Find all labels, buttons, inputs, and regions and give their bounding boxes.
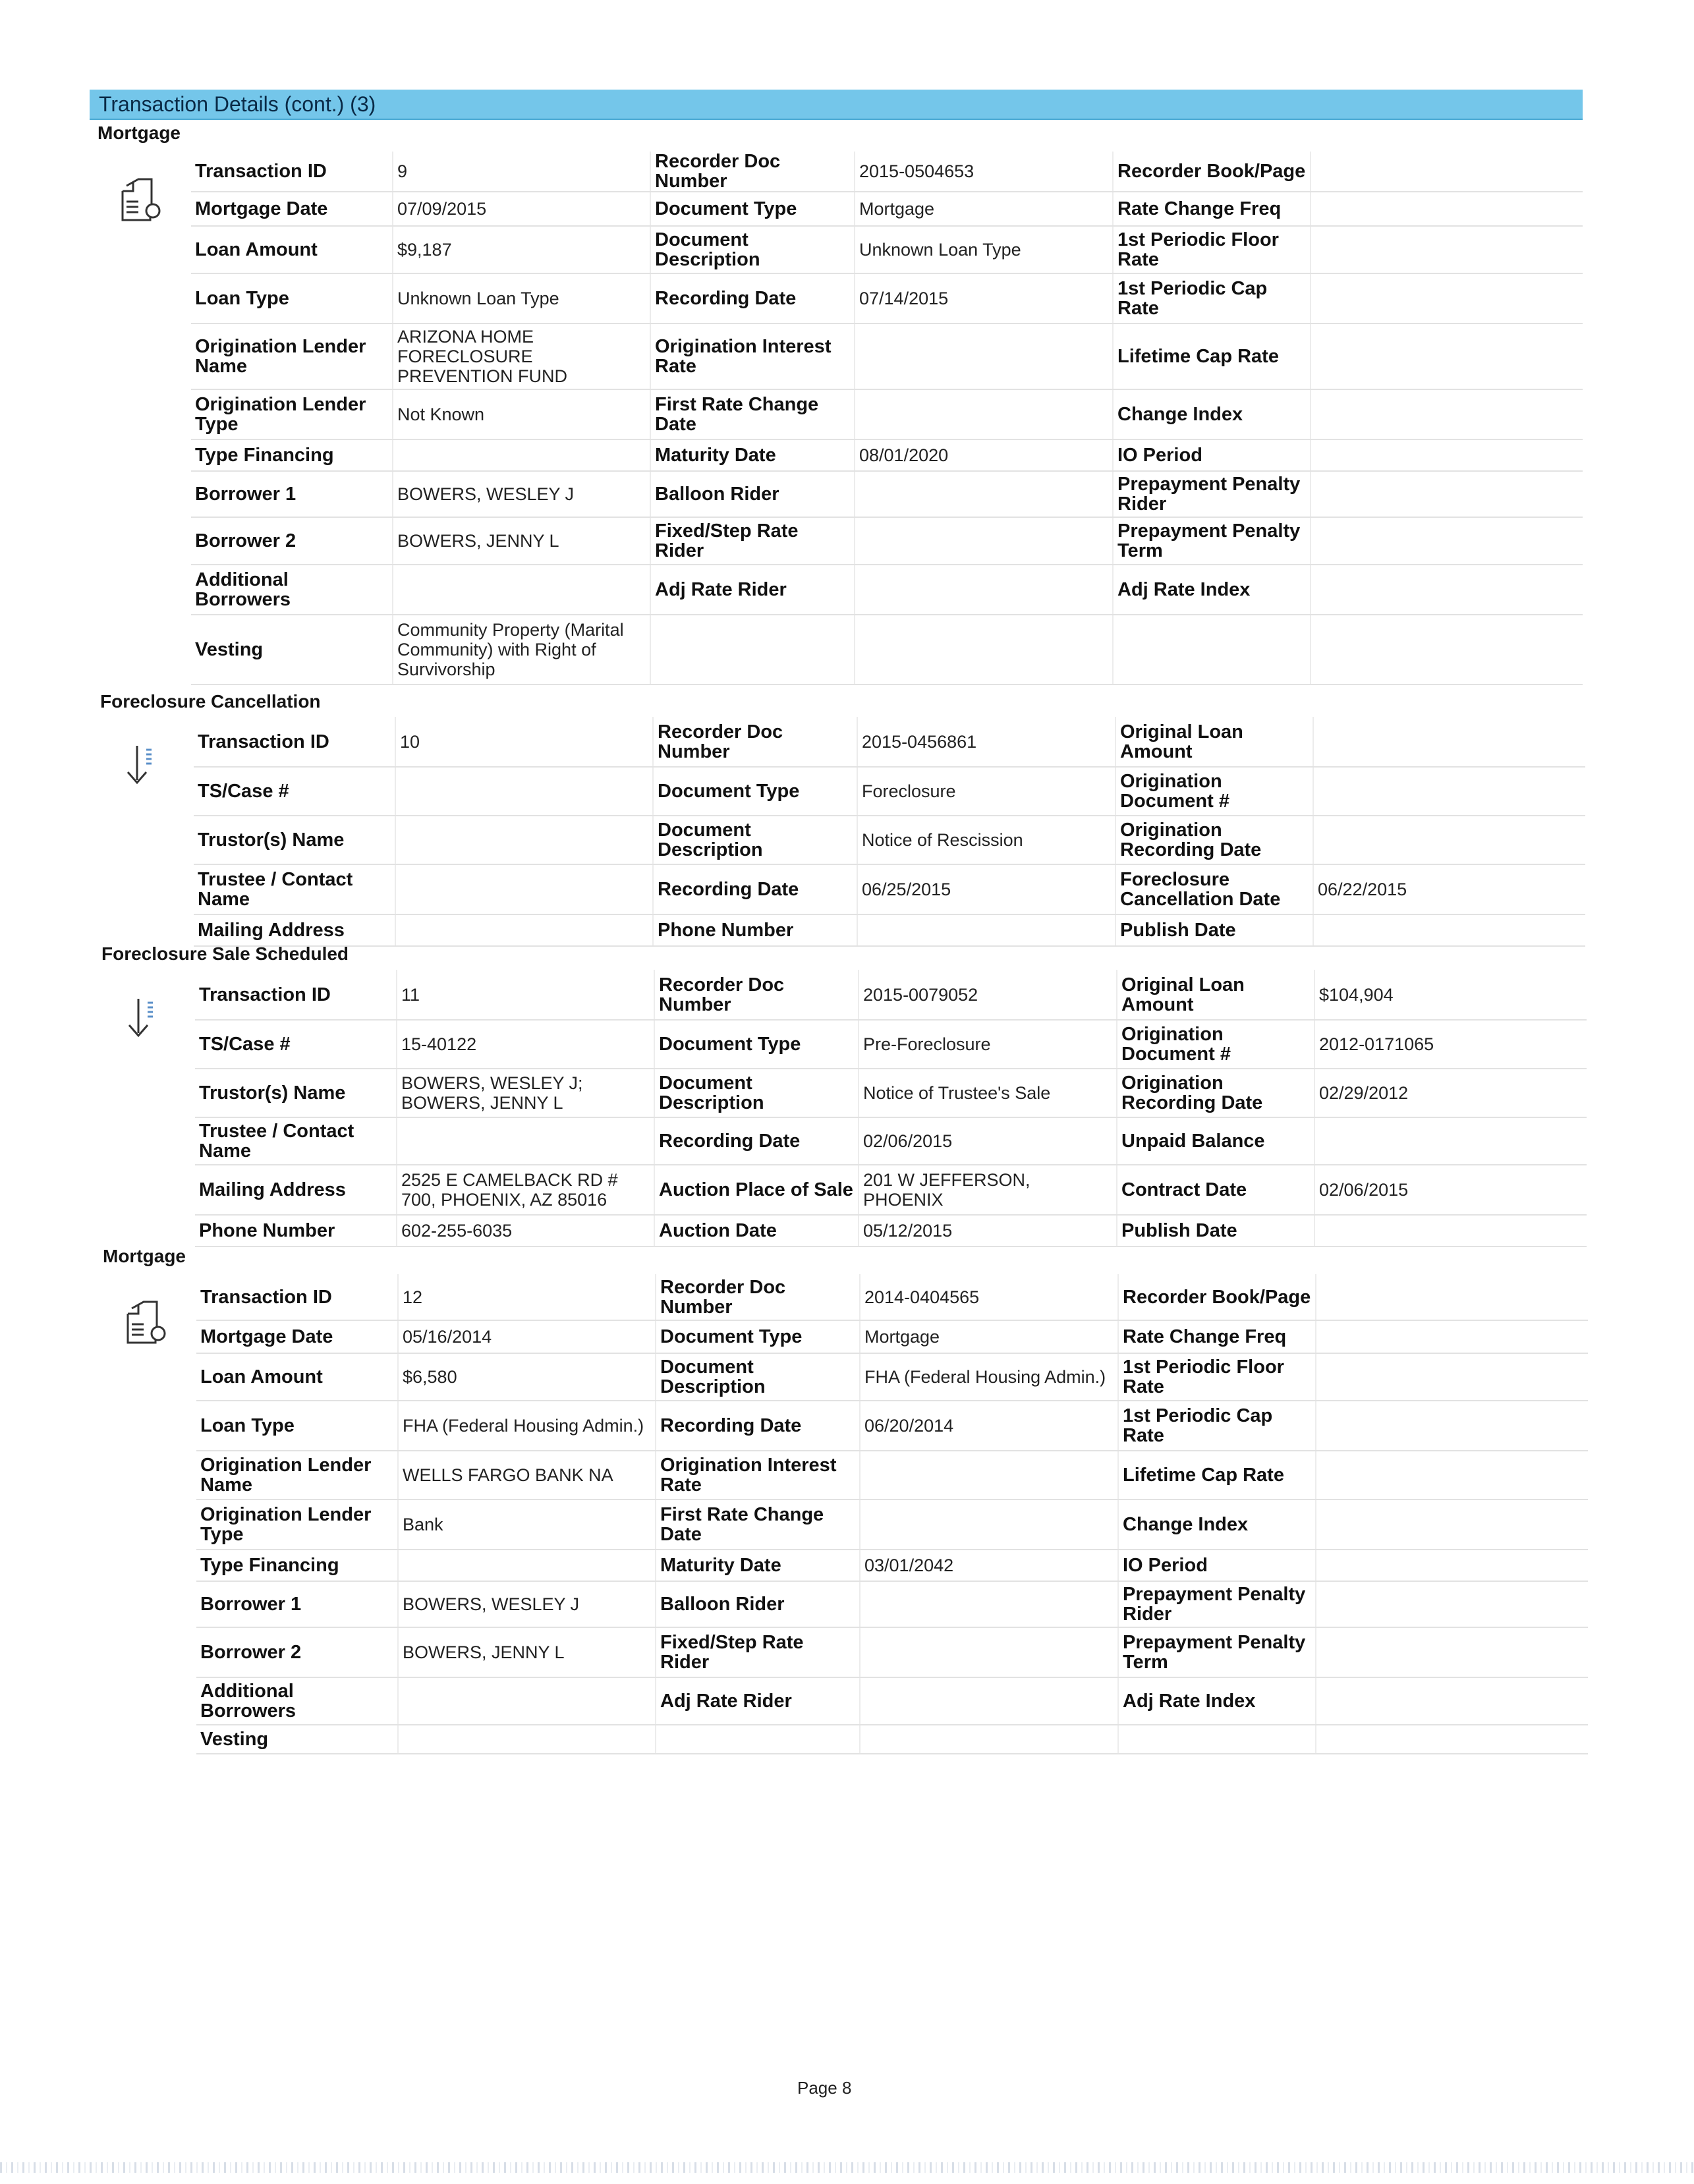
field-value: BOWERS, WESLEY J — [398, 1581, 656, 1627]
field-value — [855, 389, 1113, 439]
field-label: Recording Date — [650, 273, 855, 323]
field-value — [1313, 767, 1585, 816]
field-value — [855, 323, 1113, 389]
field-value — [1313, 914, 1585, 946]
field-label: Recorder Doc Number — [653, 717, 857, 767]
field-value: FHA (Federal Housing Admin.) — [398, 1401, 656, 1451]
field-label: Auction Place of Sale — [654, 1165, 859, 1215]
field-value: BOWERS, WESLEY J — [393, 471, 650, 517]
field-label: 1st Periodic Cap Rate — [1113, 273, 1311, 323]
field-value — [1311, 389, 1583, 439]
field-value — [860, 1725, 1118, 1754]
field-value — [860, 1499, 1118, 1550]
field-value — [860, 1677, 1118, 1725]
field-value — [395, 816, 653, 864]
field-label: Loan Type — [191, 273, 393, 323]
field-label: Maturity Date — [650, 439, 855, 471]
field-value — [1313, 717, 1585, 767]
mortgage-details-table-2 — [196, 1274, 1588, 1754]
field-label: Loan Amount — [196, 1353, 398, 1401]
field-label: Additional Borrowers — [196, 1677, 398, 1725]
field-label: Borrower 2 — [196, 1627, 398, 1677]
field-value — [1311, 471, 1583, 517]
field-value — [1314, 1215, 1587, 1246]
field-label: Loan Type — [196, 1401, 398, 1451]
field-label: Phone Number — [653, 914, 857, 946]
field-label: Document Type — [654, 1020, 859, 1069]
field-label: Origination Lender Type — [191, 389, 393, 439]
field-value — [1316, 1499, 1588, 1550]
field-label: Document Type — [650, 192, 855, 226]
field-value — [1316, 1677, 1588, 1725]
field-label: Mortgage Date — [191, 192, 393, 226]
field-label: Adj Rate Index — [1118, 1677, 1316, 1725]
field-value: Mortgage — [860, 1320, 1118, 1353]
field-value — [855, 517, 1113, 565]
field-value: Not Known — [393, 389, 650, 439]
field-value: 06/25/2015 — [857, 864, 1115, 914]
field-value — [855, 565, 1113, 615]
field-value: ARIZONA HOME FORECLOSURE PREVENTION FUND — [393, 323, 650, 389]
field-label: Trustee / Contact Name — [194, 864, 395, 914]
field-value: 201 W JEFFERSON, PHOENIX — [859, 1165, 1117, 1215]
field-value — [395, 914, 653, 946]
field-label: Origination Document # — [1117, 1020, 1314, 1069]
field-value — [1316, 1725, 1588, 1754]
section-label-mortgage: Mortgage — [98, 123, 181, 143]
field-value — [393, 565, 650, 615]
field-value: 02/06/2015 — [859, 1117, 1117, 1165]
field-value — [1311, 565, 1583, 615]
field-label: TS/Case # — [194, 767, 395, 816]
section-header-banner — [90, 90, 1583, 120]
mortgage-document-icon — [124, 1299, 167, 1345]
foreclosure-sale-table — [195, 970, 1587, 1247]
field-label: 1st Periodic Cap Rate — [1118, 1401, 1316, 1451]
field-label: Lifetime Cap Rate — [1113, 323, 1311, 389]
field-label: Document Description — [654, 1069, 859, 1117]
field-label: Trustee / Contact Name — [195, 1117, 397, 1165]
field-label: Prepayment Penalty Rider — [1118, 1581, 1316, 1627]
field-label — [650, 615, 855, 685]
field-value: Pre-Foreclosure — [859, 1020, 1117, 1069]
field-value: 2012-0171065 — [1314, 1020, 1587, 1069]
field-label: Loan Amount — [191, 226, 393, 273]
field-label: Prepayment Penalty Term — [1118, 1627, 1316, 1677]
section-label-mortgage: Mortgage — [103, 1246, 186, 1266]
field-value — [1316, 1550, 1588, 1581]
field-label: Origination Lender Name — [191, 323, 393, 389]
field-value: 2015-0079052 — [859, 970, 1117, 1020]
field-label: Recording Date — [653, 864, 857, 914]
field-label: 1st Periodic Floor Rate — [1118, 1353, 1316, 1401]
field-label: Trustor(s) Name — [194, 816, 395, 864]
field-value: 07/09/2015 — [393, 192, 650, 226]
field-label: Maturity Date — [656, 1550, 860, 1581]
field-label: Origination Document # — [1115, 767, 1313, 816]
field-value — [397, 1117, 654, 1165]
field-value — [1316, 1320, 1588, 1353]
field-value — [1314, 1117, 1587, 1165]
field-label: Lifetime Cap Rate — [1118, 1451, 1316, 1499]
field-value: BOWERS, WESLEY J; BOWERS, JENNY L — [397, 1069, 654, 1117]
field-label: Type Financing — [196, 1550, 398, 1581]
mortgage-details-table-1 — [191, 152, 1583, 685]
field-label: Publish Date — [1115, 914, 1313, 946]
field-label: Vesting — [191, 615, 393, 685]
field-value: WELLS FARGO BANK NA — [398, 1451, 656, 1499]
field-label: Type Financing — [191, 439, 393, 471]
field-label: Mailing Address — [195, 1165, 397, 1215]
field-value — [1311, 152, 1583, 192]
field-label: First Rate Change Date — [650, 389, 855, 439]
field-label: Transaction ID — [196, 1274, 398, 1320]
field-label: Document Description — [656, 1353, 860, 1401]
field-label: Origination Recording Date — [1115, 816, 1313, 864]
field-value — [1311, 323, 1583, 389]
section-header-title: Transaction Details (cont.) (3) — [99, 92, 376, 116]
foreclosure-cancellation-table — [194, 717, 1585, 947]
field-value — [398, 1677, 656, 1725]
field-value — [398, 1550, 656, 1581]
field-value — [398, 1725, 656, 1754]
field-value: BOWERS, JENNY L — [393, 517, 650, 565]
field-value — [395, 767, 653, 816]
field-label: Adj Rate Rider — [656, 1677, 860, 1725]
field-value — [855, 615, 1113, 685]
field-label: Original Loan Amount — [1117, 970, 1314, 1020]
field-label: Mortgage Date — [196, 1320, 398, 1353]
field-value — [393, 439, 650, 471]
field-label: Original Loan Amount — [1115, 717, 1313, 767]
field-value: 06/20/2014 — [860, 1401, 1118, 1451]
field-value: 2015-0456861 — [857, 717, 1115, 767]
field-label: Document Type — [653, 767, 857, 816]
field-value: Mortgage — [855, 192, 1113, 226]
field-label: Borrower 1 — [191, 471, 393, 517]
field-value — [1311, 439, 1583, 471]
field-label: Recording Date — [654, 1117, 859, 1165]
field-value — [1311, 615, 1583, 685]
field-label: IO Period — [1118, 1550, 1316, 1581]
field-label: Borrower 2 — [191, 517, 393, 565]
field-value: 03/01/2042 — [860, 1550, 1118, 1581]
field-label: Origination Interest Rate — [656, 1451, 860, 1499]
field-label: Trustor(s) Name — [195, 1069, 397, 1117]
field-label: Mailing Address — [194, 914, 395, 946]
field-label: Recorder Doc Number — [654, 970, 859, 1020]
page-number: Page 8 — [797, 2078, 852, 2098]
field-label: Document Description — [650, 226, 855, 273]
field-label: Recorder Book/Page — [1113, 152, 1311, 192]
field-label: Origination Recording Date — [1117, 1069, 1314, 1117]
section-label-foreclosure-sale-scheduled: Foreclosure Sale Scheduled — [101, 943, 349, 964]
field-label: Publish Date — [1117, 1215, 1314, 1246]
field-value: FHA (Federal Housing Admin.) — [860, 1353, 1118, 1401]
field-label: Fixed/Step Rate Rider — [650, 517, 855, 565]
field-value: $9,187 — [393, 226, 650, 273]
field-label: Additional Borrowers — [191, 565, 393, 615]
field-value: Unknown Loan Type — [393, 273, 650, 323]
field-value: Notice of Trustee's Sale — [859, 1069, 1117, 1117]
field-label: IO Period — [1113, 439, 1311, 471]
field-label: First Rate Change Date — [656, 1499, 860, 1550]
field-label: Recorder Book/Page — [1118, 1274, 1316, 1320]
field-value — [1316, 1353, 1588, 1401]
field-value — [1311, 226, 1583, 273]
field-label: Unpaid Balance — [1117, 1117, 1314, 1165]
field-label: Change Index — [1118, 1499, 1316, 1550]
field-value: Foreclosure — [857, 767, 1115, 816]
field-label: Transaction ID — [191, 152, 393, 192]
field-value — [855, 471, 1113, 517]
section-label-foreclosure-cancellation: Foreclosure Cancellation — [100, 691, 321, 712]
field-value — [1311, 192, 1583, 226]
field-label: Adj Rate Index — [1113, 565, 1311, 615]
field-value: 15-40122 — [397, 1020, 654, 1069]
field-value: 05/16/2014 — [398, 1320, 656, 1353]
field-value: 11 — [397, 970, 654, 1020]
field-label: 1st Periodic Floor Rate — [1113, 226, 1311, 273]
field-value: 9 — [393, 152, 650, 192]
mortgage-document-icon — [119, 177, 162, 223]
field-value: 05/12/2015 — [859, 1215, 1117, 1246]
field-label: Change Index — [1113, 389, 1311, 439]
field-value — [1316, 1581, 1588, 1627]
field-value: Unknown Loan Type — [855, 226, 1113, 273]
field-label: Balloon Rider — [656, 1581, 860, 1627]
field-value: 08/01/2020 — [855, 439, 1113, 471]
field-label: Vesting — [196, 1725, 398, 1754]
field-label: Rate Change Freq — [1113, 192, 1311, 226]
field-value: Bank — [398, 1499, 656, 1550]
field-label: Origination Interest Rate — [650, 323, 855, 389]
foreclosure-arrow-icon — [127, 996, 161, 1040]
field-value — [1311, 273, 1583, 323]
field-value: 02/29/2012 — [1314, 1069, 1587, 1117]
field-label: Adj Rate Rider — [650, 565, 855, 615]
field-value: $6,580 — [398, 1353, 656, 1401]
field-value: $104,904 — [1314, 970, 1587, 1020]
field-value: 2525 E CAMELBACK RD # 700, PHOENIX, AZ 85016 — [397, 1165, 654, 1215]
field-value: 10 — [395, 717, 653, 767]
field-value — [857, 914, 1115, 946]
field-value: Community Property (Marital Community) with Right of Survivorship — [393, 615, 650, 685]
field-label — [1118, 1725, 1316, 1754]
field-label — [656, 1725, 860, 1754]
field-value: 12 — [398, 1274, 656, 1320]
field-value — [395, 864, 653, 914]
field-value — [860, 1627, 1118, 1677]
field-label: Foreclosure Cancellation Date — [1115, 864, 1313, 914]
field-value — [860, 1581, 1118, 1627]
field-label: Transaction ID — [194, 717, 395, 767]
field-value: 07/14/2015 — [855, 273, 1113, 323]
field-value: 06/22/2015 — [1313, 864, 1585, 914]
field-label: Auction Date — [654, 1215, 859, 1246]
field-label: Contract Date — [1117, 1165, 1314, 1215]
field-value — [1313, 816, 1585, 864]
scan-artifact-strip — [0, 2162, 1694, 2173]
field-label: Borrower 1 — [196, 1581, 398, 1627]
field-label: Origination Lender Name — [196, 1451, 398, 1499]
field-label: Document Type — [656, 1320, 860, 1353]
field-value — [1316, 1274, 1588, 1320]
field-value — [860, 1451, 1118, 1499]
field-value — [1316, 1401, 1588, 1451]
field-label: Transaction ID — [195, 970, 397, 1020]
field-value: 02/06/2015 — [1314, 1165, 1587, 1215]
field-label: Prepayment Penalty Rider — [1113, 471, 1311, 517]
field-value: Notice of Rescission — [857, 816, 1115, 864]
field-value: 2015-0504653 — [855, 152, 1113, 192]
field-label: Rate Change Freq — [1118, 1320, 1316, 1353]
field-value — [1311, 517, 1583, 565]
field-label: Recording Date — [656, 1401, 860, 1451]
field-label: Prepayment Penalty Term — [1113, 517, 1311, 565]
field-value: 602-255-6035 — [397, 1215, 654, 1246]
field-label: Balloon Rider — [650, 471, 855, 517]
field-label: TS/Case # — [195, 1020, 397, 1069]
field-label: Recorder Doc Number — [656, 1274, 860, 1320]
field-value — [1316, 1627, 1588, 1677]
field-value: 2014-0404565 — [860, 1274, 1118, 1320]
field-label: Fixed/Step Rate Rider — [656, 1627, 860, 1677]
field-label: Phone Number — [195, 1215, 397, 1246]
field-label: Recorder Doc Number — [650, 152, 855, 192]
field-value — [1316, 1451, 1588, 1499]
field-value: BOWERS, JENNY L — [398, 1627, 656, 1677]
field-label — [1113, 615, 1311, 685]
field-label: Document Description — [653, 816, 857, 864]
foreclosure-arrow-icon — [125, 743, 159, 787]
field-label: Origination Lender Type — [196, 1499, 398, 1550]
